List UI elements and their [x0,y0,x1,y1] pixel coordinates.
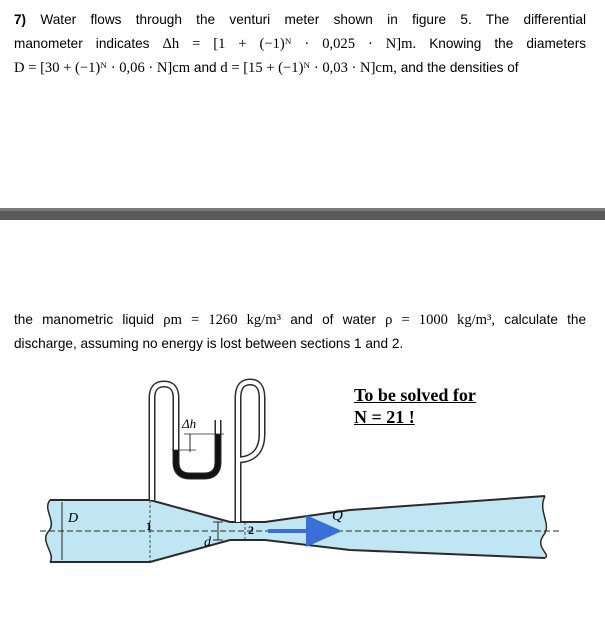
problem-line-1: 7) Water flows through the venturi meter shown in figure 5. The differential [14,12,587,27]
rho-m-formula: ρm = 1260 kg/m³ [163,312,281,328]
continuation-line-1: the manometric liquid ρm = 1260 kg/m³ and of water ρ = 1000 kg/m³, calculate the [14,312,587,328]
figure-label-dh: Δh [182,416,197,431]
rho-formula: ρ = 1000 kg/m³, [385,312,496,328]
dh-formula: Δh = [1 + (−1)ᴺ · 0,025 · N]m. [162,36,417,52]
problem-statement [14,8,586,80]
page-divider [0,208,605,220]
manometer-liquid [176,434,218,476]
section-2-label: 2 [248,523,254,537]
section-1-label: 1 [146,519,152,533]
problem-number: 7) [14,12,27,27]
continuation-line-2: discharge, assuming no energy is lost between sections 1 and 2. [14,336,404,351]
manometer-left-tube [152,384,176,500]
problem-line-2: manometer indicates Δh = [1 + (−1)ᴺ · 0,025 · N]m. Knowing the diameters [14,36,587,52]
problem-line-3: D = [30 + (−1)ᴺ · 0,06 · N]cm and d = [15 + (−1)ᴺ · 0,03 · N]cm, and the densities of [14,60,519,76]
note-line-1: To be solved for [354,385,476,405]
figure-label-d: d [204,535,211,550]
venturi-meter-figure [40,372,560,612]
d-formula: d = [15 + (−1)ᴺ · 0,03 · N]cm, [220,60,397,76]
D-formula: D = [30 + (−1)ᴺ · 0,06 · N]cm [14,60,191,76]
figure-label-D: D [68,511,79,526]
note-line-2: N = 21 ! [354,407,415,427]
solve-note [354,384,476,428]
problem-continuation [14,308,586,356]
figure-label-Q: Q [332,508,343,524]
